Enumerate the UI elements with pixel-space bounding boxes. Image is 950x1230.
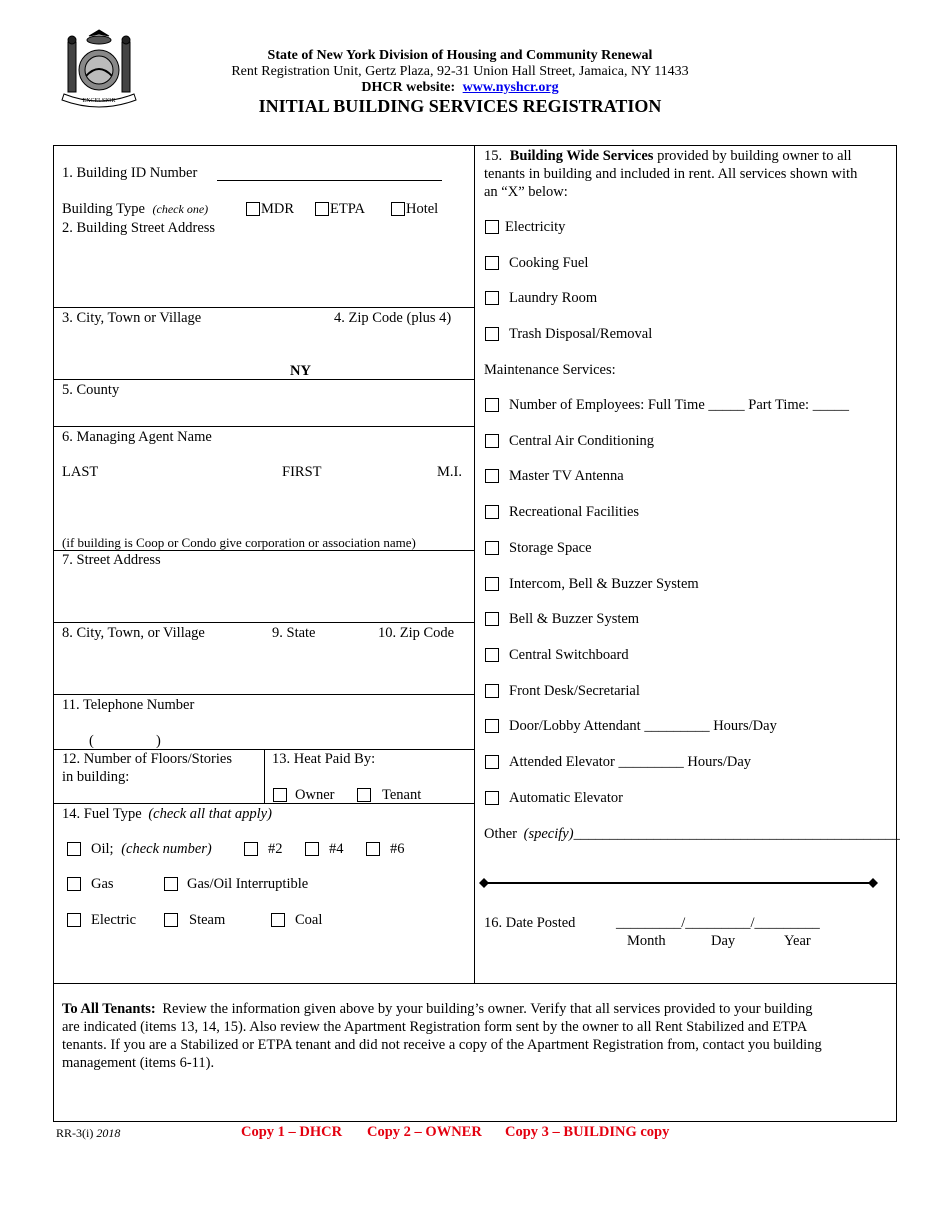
etpa-checkbox[interactable] (315, 202, 329, 216)
front-desk-label: Front Desk/Secretarial (509, 683, 640, 699)
heat-tenant-checkbox[interactable] (357, 788, 371, 802)
building-id-label: 1. Building ID Number (62, 165, 198, 181)
front-desk-checkbox[interactable] (485, 684, 499, 698)
copy-2-label: Copy 2 – OWNER (367, 1124, 482, 1140)
steam-label: Steam (189, 912, 226, 928)
intercom-checkbox[interactable] (485, 577, 499, 591)
other-label: Other (484, 826, 518, 842)
electricity-label: Electricity (505, 219, 566, 235)
building-type-row (62, 201, 208, 218)
maintenance-label: Maintenance Services: (484, 362, 616, 378)
date-posted-label: 16. Date Posted (484, 915, 576, 931)
tenants-line2: are indicated (items 13, 14, 15). Also review the Apartment Registration form sent by the owner to all Rent Stabilized and ETPA (62, 1019, 808, 1035)
gas-checkbox[interactable] (67, 877, 81, 891)
copy-3-label: Copy 3 – BUILDING copy (505, 1124, 670, 1140)
steam-checkbox[interactable] (164, 913, 178, 927)
oil-label: Oil; (91, 841, 114, 857)
hotel-checkbox[interactable] (391, 202, 405, 216)
door-attendant-label: Door/Lobby Attendant _________ Hours/Day (509, 718, 777, 734)
heat-label: 13. Heat Paid By: (272, 751, 376, 767)
etpa-label: ETPA (330, 201, 365, 217)
floors-label-1: 12. Number of Floors/Stories (62, 751, 232, 767)
website-label: DHCR website: (361, 80, 456, 95)
switchboard-checkbox[interactable] (485, 648, 499, 662)
central-air-checkbox[interactable] (485, 434, 499, 448)
other-specify: (specify) (523, 826, 574, 842)
coal-label: Coal (295, 912, 323, 928)
floors-label-2: in building: (62, 769, 130, 785)
oil-2-checkbox[interactable] (244, 842, 258, 856)
automatic-elevator-checkbox[interactable] (485, 791, 499, 805)
employees-label: Number of Employees: Full Time _____ Part Time: _____ (509, 397, 849, 413)
automatic-elevator-label: Automatic Elevator (509, 790, 623, 806)
form-title: INITIAL BUILDING SERVICES REGISTRATION (258, 96, 662, 116)
oil-checkbox[interactable] (67, 842, 81, 856)
trash-label: Trash Disposal/Removal (509, 326, 653, 342)
zip-label: 4. Zip Code (plus 4) (334, 310, 452, 326)
telephone-label: 11. Telephone Number (62, 697, 195, 713)
agency-name: State of New York Division of Housing and Community Renewal (267, 48, 653, 63)
door-attendant-checkbox[interactable] (485, 719, 499, 733)
seal-motto: EXCELSIOR (82, 98, 116, 104)
tenants-text-1: Review the information given above by your building’s owner. Verify that all services provided to your building (162, 1001, 813, 1017)
agent-last: LAST (62, 464, 99, 480)
agent-first: FIRST (282, 464, 322, 480)
central-air-label: Central Air Conditioning (509, 433, 654, 449)
services-item-number: 15. (484, 148, 503, 164)
switchboard-label: Central Switchboard (509, 647, 629, 663)
attended-elevator-label: Attended Elevator _________ Hours/Day (509, 754, 752, 770)
recreation-label: Recreational Facilities (509, 504, 640, 520)
separator-line (478, 876, 880, 890)
cooking-fuel-checkbox[interactable] (485, 256, 499, 270)
storage-checkbox[interactable] (485, 541, 499, 555)
tv-antenna-checkbox[interactable] (485, 469, 499, 483)
fuel-type-note: (check all that apply) (148, 806, 272, 822)
tenants-bold: To All Tenants: (62, 1001, 156, 1017)
tenants-line4: management (items 6-11). (62, 1055, 215, 1071)
state-ny: NY (290, 363, 311, 379)
street-address-label: 2. Building Street Address (62, 220, 216, 236)
agency-address: Rent Registration Unit, Gertz Plaza, 92-31 Union Hall Street, Jamaica, NY 11433 (231, 64, 689, 79)
services-intro-line2: tenants in building and included in rent. All services shown with (484, 166, 858, 182)
oil-6-checkbox[interactable] (366, 842, 380, 856)
form-number (56, 1126, 120, 1141)
gas-label: Gas (91, 876, 114, 892)
website-link[interactable]: www.nyshcr.org (462, 80, 559, 95)
other-row (484, 826, 900, 843)
tv-antenna-label: Master TV Antenna (509, 468, 624, 484)
recreation-checkbox[interactable] (485, 505, 499, 519)
intercom-label: Intercom, Bell & Buzzer System (509, 576, 699, 592)
agent-state-label: 9. State (272, 625, 316, 641)
date-posted-line[interactable]: _________/_________/_________ (616, 915, 820, 931)
oil-check-number: (check number) (121, 841, 212, 857)
electric-checkbox[interactable] (67, 913, 81, 927)
heat-tenant-label: Tenant (382, 787, 422, 803)
oil-row (91, 841, 212, 858)
services-intro-line3: an “X” below: (484, 184, 568, 200)
agent-city-label: 8. City, Town, or Village (62, 625, 205, 641)
date-month: Month (627, 933, 666, 949)
mdr-label: MDR (261, 201, 295, 217)
fuel-type-row (62, 806, 272, 823)
storage-label: Storage Space (509, 540, 592, 556)
gas-oil-label: Gas/Oil Interruptible (187, 876, 309, 892)
agent-zip-label: 10. Zip Code (378, 625, 455, 641)
heat-owner-label: Owner (295, 787, 335, 803)
services-intro-rest: provided by building owner to all (657, 148, 852, 164)
employees-checkbox[interactable] (485, 398, 499, 412)
coal-checkbox[interactable] (271, 913, 285, 927)
oil-4-checkbox[interactable] (305, 842, 319, 856)
form-number-year: 2018 (96, 1126, 121, 1140)
coop-note: (if building is Coop or Condo give corporation or association name) (62, 535, 416, 550)
date-day: Day (711, 933, 736, 949)
laundry-checkbox[interactable] (485, 291, 499, 305)
gas-oil-checkbox[interactable] (164, 877, 178, 891)
copy-1-label: Copy 1 – DHCR (241, 1124, 343, 1140)
area-code-open: ( (89, 733, 94, 749)
tenants-line1 (62, 1001, 812, 1018)
website-line (150, 80, 770, 96)
agent-mi: M.I. (437, 464, 462, 480)
mdr-checkbox[interactable] (246, 202, 260, 216)
agent-label: 6. Managing Agent Name (62, 429, 212, 445)
oil-2-label: #2 (268, 841, 283, 857)
electric-label: Electric (91, 912, 137, 928)
electricity-checkbox[interactable] (485, 220, 499, 234)
form-number-code: RR-3(i) (56, 1126, 94, 1140)
bell-label: Bell & Buzzer System (509, 611, 640, 627)
hotel-label: Hotel (406, 201, 439, 217)
state-seal (58, 28, 140, 108)
laundry-label: Laundry Room (509, 290, 598, 306)
cooking-fuel-label: Cooking Fuel (509, 255, 589, 271)
attended-elevator-checkbox[interactable] (485, 755, 499, 769)
building-id-line[interactable] (217, 180, 442, 181)
heat-owner-checkbox[interactable] (273, 788, 287, 802)
services-title: Building Wide Services (509, 148, 654, 164)
fuel-type-label: 14. Fuel Type (62, 806, 142, 822)
trash-checkbox[interactable] (485, 327, 499, 341)
oil-4-label: #4 (329, 841, 344, 857)
area-code-close: ) (156, 733, 161, 749)
building-type-label: Building Type (62, 201, 145, 217)
city-label: 3. City, Town or Village (62, 310, 202, 326)
other-line[interactable]: _____________________________________________ (573, 826, 900, 842)
tenants-line3: tenants. If you are a Stabilized or ETPA tenant and did not receive a copy of the Apartment Registration from, contact you building (62, 1037, 822, 1053)
county-label: 5. County (62, 382, 120, 398)
services-intro-line1 (484, 148, 852, 165)
agent-street-label: 7. Street Address (62, 552, 161, 568)
check-one-note: (check one) (152, 202, 209, 216)
date-year: Year (784, 933, 811, 949)
oil-6-label: #6 (390, 841, 405, 857)
bell-checkbox[interactable] (485, 612, 499, 626)
